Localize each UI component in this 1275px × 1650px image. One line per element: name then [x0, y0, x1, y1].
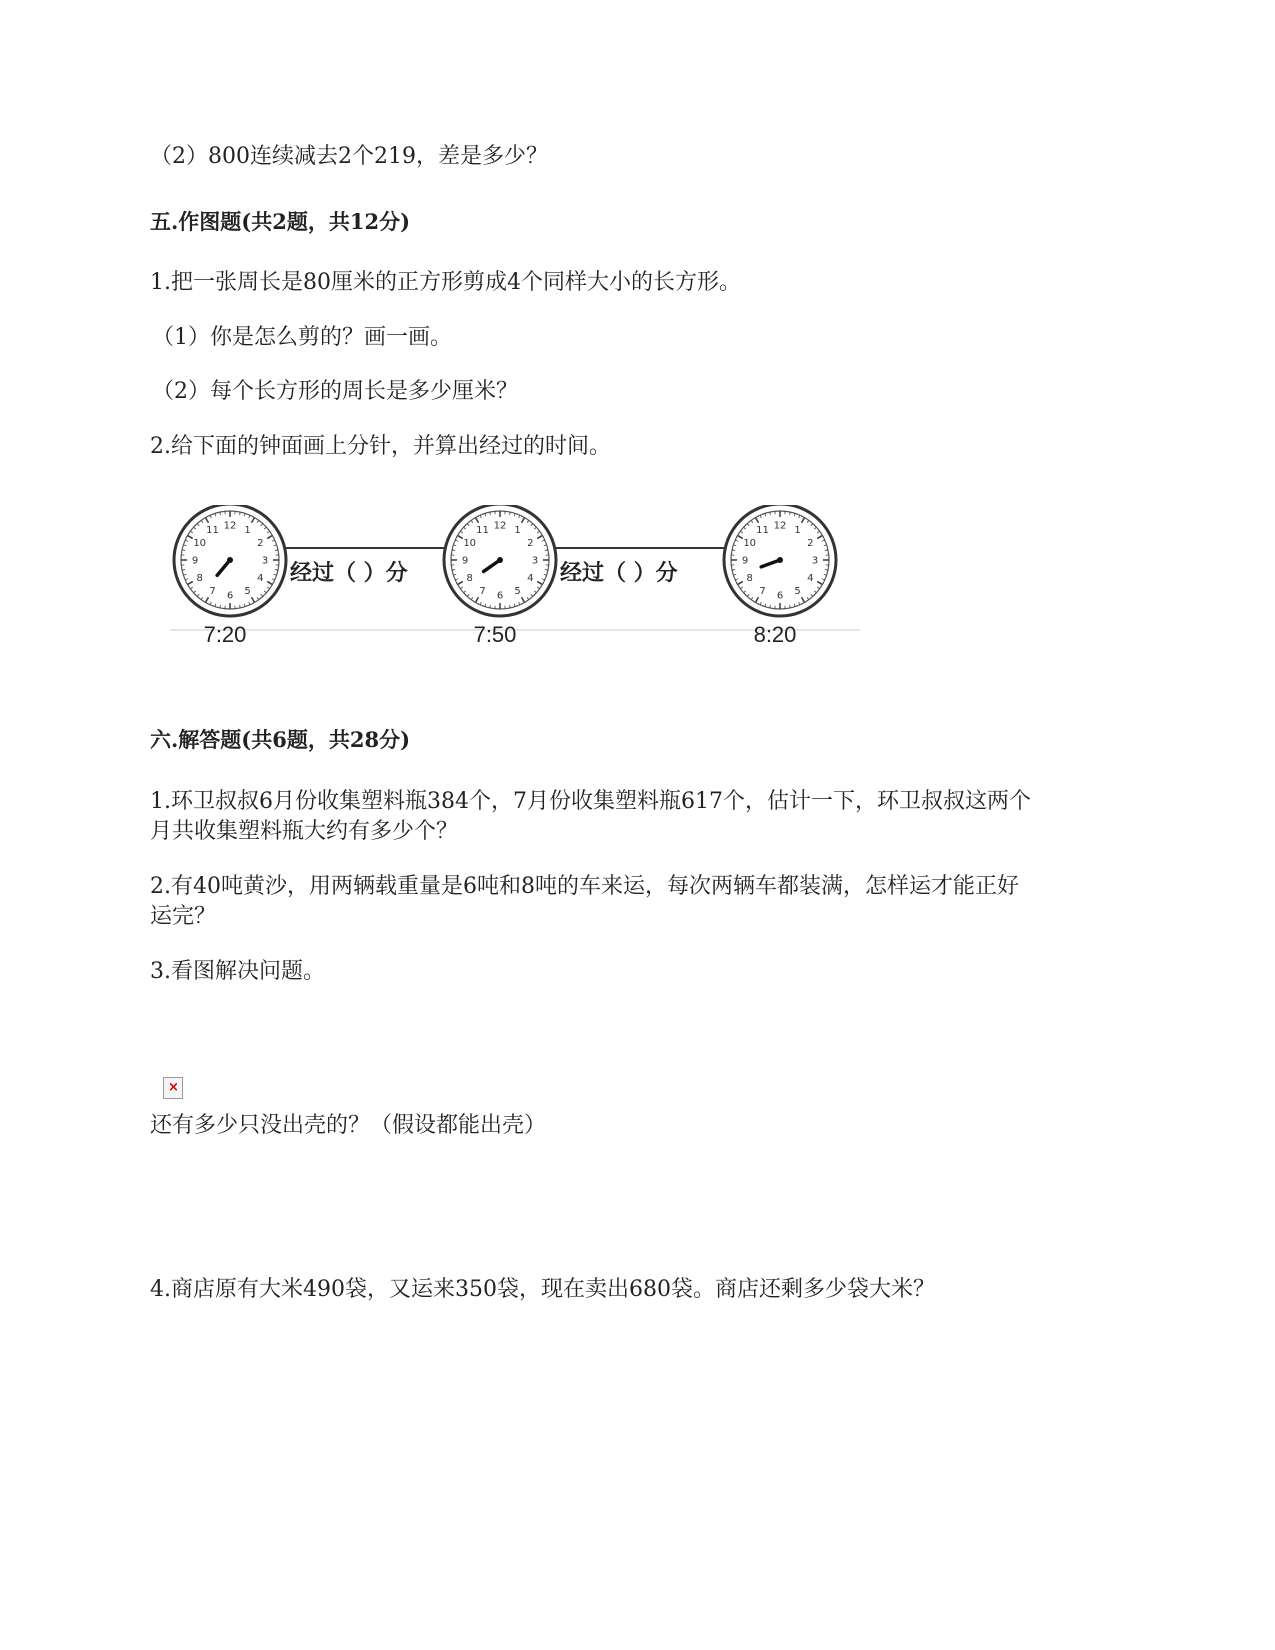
interval-label: 经过（ ）分: [290, 561, 408, 586]
clock-numeral: 3: [811, 555, 819, 567]
section-6-question-3: 3.看图解决问题。: [150, 959, 325, 984]
clock-numeral: 12: [493, 520, 507, 532]
section-6-question-2-line-1: 2.有40吨黄沙，用两辆载重量是6吨和8吨的车来运，每次两辆车都装满，怎样运才能正好: [150, 874, 1019, 899]
clock-numeral: 9: [461, 555, 469, 567]
clock-numeral: 11: [476, 525, 489, 537]
section-6-question-4: 4.商店原有大米490袋，又运来350袋，现在卖出680袋。商店还剩多少袋大米？: [150, 1277, 935, 1302]
clock-numeral: 8: [466, 573, 473, 584]
clock-numeral: 4: [527, 573, 534, 584]
section-5-heading: 五.作图题(共2题，共12分): [150, 209, 411, 234]
clock-center-dot: [497, 557, 503, 563]
clock-numeral: 9: [191, 555, 199, 567]
clock-numeral: 2: [527, 538, 534, 549]
clock-numeral: 1: [244, 525, 251, 537]
clock-center-dot: [777, 557, 783, 563]
clock-numeral: 6: [776, 590, 784, 602]
clock-numeral: 5: [794, 585, 801, 597]
clock-numeral: 4: [257, 573, 264, 584]
section-6-question-1-line-2: 月共收集塑料瓶大约有多少个？: [150, 819, 459, 844]
interval-label: 经过（ ）分: [560, 561, 678, 586]
section-6-question-3-sub: 还有多少只没出壳的？（假设都能出壳）: [150, 1113, 547, 1138]
clock-numeral: 6: [496, 590, 504, 602]
section-5-question-1-part-2: （2）每个长方形的周长是多少厘米？: [152, 379, 518, 404]
clock-numeral: 8: [196, 573, 203, 584]
clock-numeral: 11: [206, 525, 219, 537]
clock-numeral: 7: [759, 585, 766, 597]
clock-numeral: 10: [193, 538, 207, 549]
clock-numeral: 2: [257, 538, 264, 549]
clock-numeral: 7: [479, 585, 486, 597]
question-4-2: （2）800连续减去2个219，差是多少？: [150, 144, 548, 169]
section-5-question-1-part-1: （1）你是怎么剪的？画一画。: [152, 325, 452, 350]
clock-numeral: 6: [226, 590, 234, 602]
section-5-question-2: 2.给下面的钟面画上分针，并算出经过的时间。: [150, 434, 611, 459]
clock-numeral: 2: [807, 538, 814, 549]
clock-numeral: 5: [244, 585, 251, 597]
clock-numeral: 4: [807, 573, 814, 584]
clock-numeral: 3: [531, 555, 539, 567]
clock-numeral: 12: [773, 520, 787, 532]
clock-time-label: 7:20: [203, 622, 247, 647]
clock-numeral: 11: [756, 525, 769, 537]
section-6-question-1-line-1: 1.环卫叔叔6月份收集塑料瓶384个，7月份收集塑料瓶617个，估计一下，环卫叔叔这两个: [150, 789, 1031, 814]
broken-image-icon: ×: [163, 1077, 183, 1099]
clock-center-dot: [227, 557, 233, 563]
clock-numeral: 1: [794, 525, 801, 537]
clock-numeral: 12: [223, 520, 237, 532]
clock-numeral: 10: [743, 538, 757, 549]
section-5-question-1: 1.把一张周长是80厘米的正方形剪成4个同样大小的长方形。: [150, 270, 741, 295]
section-6-question-2-line-2: 运完？: [150, 904, 217, 929]
clock-numeral: 8: [746, 573, 753, 584]
clock-time-label: 8:20: [753, 622, 797, 647]
clock-3: [724, 505, 836, 647]
clock-1: [174, 505, 286, 647]
clock-numeral: 3: [261, 555, 269, 567]
clock-numeral: 5: [514, 585, 521, 597]
clock-2: [444, 505, 556, 647]
clock-numeral: 9: [741, 555, 749, 567]
section-6-heading: 六.解答题(共6题，共28分): [150, 727, 411, 752]
clock-numeral: 10: [463, 538, 477, 549]
clock-numeral: 7: [209, 585, 216, 597]
clock-numeral: 1: [514, 525, 521, 537]
clock-figure: [170, 505, 890, 685]
clock-time-label: 7:50: [473, 622, 517, 647]
